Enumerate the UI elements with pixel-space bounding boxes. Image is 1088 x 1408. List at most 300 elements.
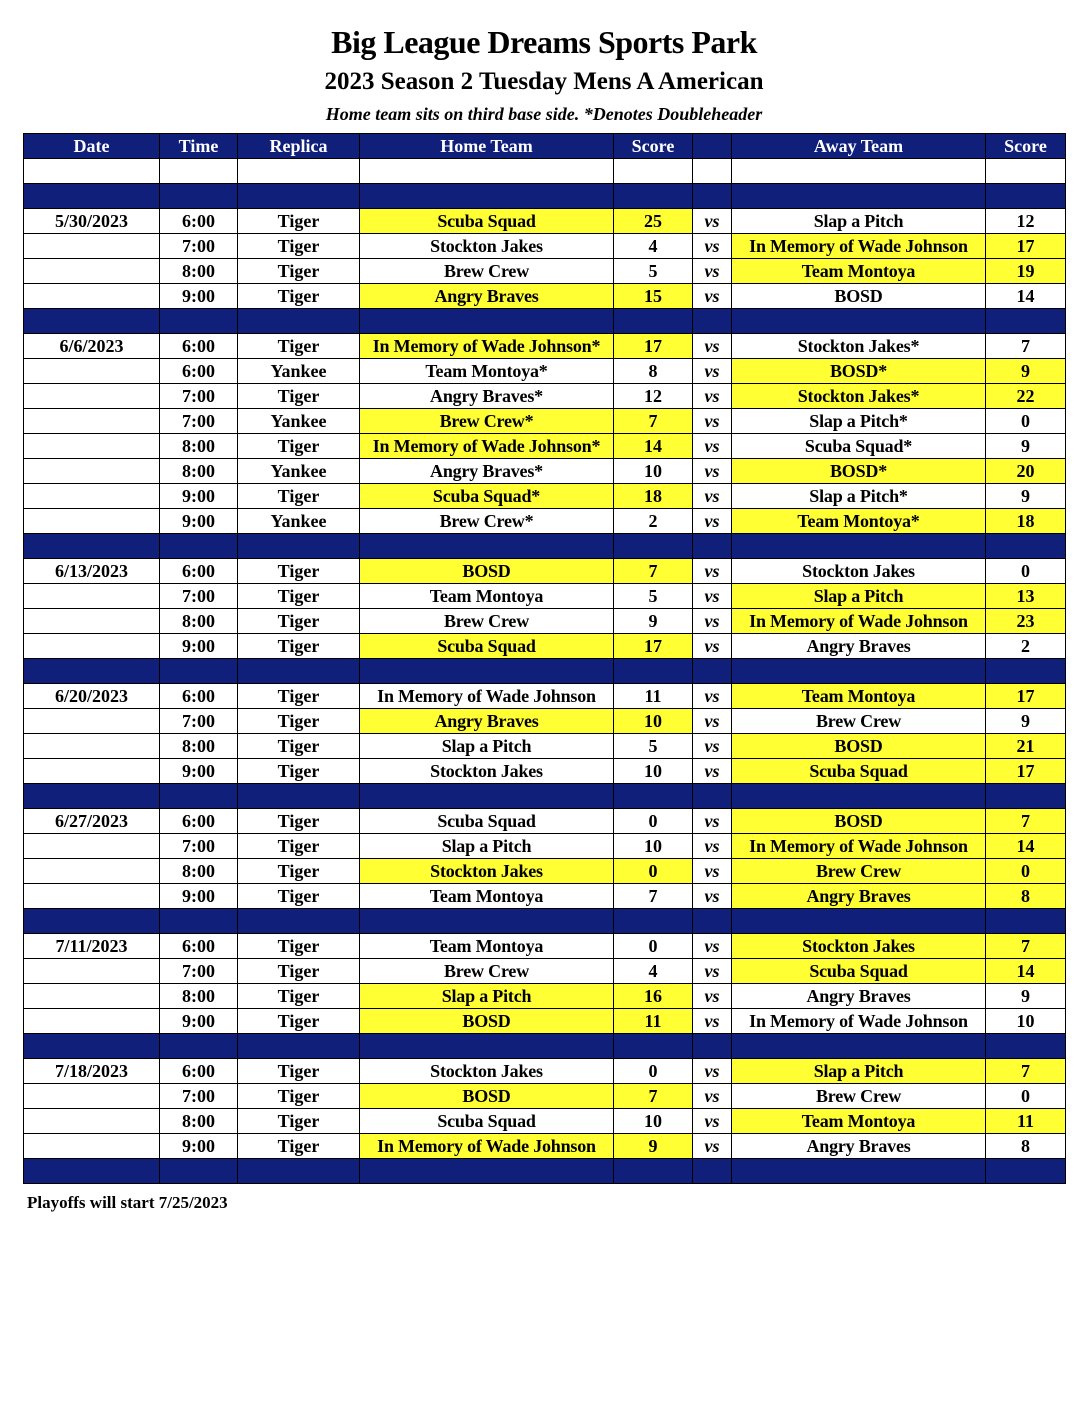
game-replica: Tiger (238, 1009, 360, 1034)
game-replica: Tiger (238, 609, 360, 634)
week-separator (24, 659, 1066, 684)
home-team: Brew Crew (360, 609, 614, 634)
game-time: 6:00 (160, 684, 238, 709)
home-team: Brew Crew* (360, 509, 614, 534)
game-date-empty (24, 259, 160, 284)
game-replica: Tiger (238, 484, 360, 509)
game-row (24, 959, 1066, 984)
game-replica: Tiger (238, 834, 360, 859)
vs-label: vs (693, 809, 732, 834)
game-row (24, 359, 1066, 384)
away-score: 9 (986, 484, 1066, 509)
game-time: 9:00 (160, 759, 238, 784)
game-replica: Tiger (238, 284, 360, 309)
home-score: 25 (614, 209, 693, 234)
away-team: In Memory of Wade Johnson (732, 1009, 986, 1034)
home-score: 7 (614, 1084, 693, 1109)
home-score: 16 (614, 984, 693, 1009)
game-date: 5/30/2023 (24, 209, 160, 234)
away-team: In Memory of Wade Johnson (732, 234, 986, 259)
game-replica: Yankee (238, 509, 360, 534)
vs-label: vs (693, 984, 732, 1009)
away-score: 7 (986, 334, 1066, 359)
game-row (24, 1134, 1066, 1159)
away-score: 19 (986, 259, 1066, 284)
away-team: Scuba Squad (732, 959, 986, 984)
away-team: Slap a Pitch (732, 209, 986, 234)
home-team: Scuba Squad* (360, 484, 614, 509)
game-date-empty (24, 709, 160, 734)
home-score: 18 (614, 484, 693, 509)
vs-label: vs (693, 584, 732, 609)
away-team: BOSD* (732, 359, 986, 384)
game-row (24, 984, 1066, 1009)
vs-label: vs (693, 634, 732, 659)
game-time: 8:00 (160, 259, 238, 284)
game-time: 9:00 (160, 484, 238, 509)
home-score: 11 (614, 1009, 693, 1034)
away-score: 8 (986, 884, 1066, 909)
game-date-empty (24, 359, 160, 384)
vs-label: vs (693, 934, 732, 959)
page-title: Big League Dreams Sports Park (331, 24, 757, 60)
game-time: 8:00 (160, 734, 238, 759)
week-separator (24, 909, 1066, 934)
vs-label: vs (693, 834, 732, 859)
home-score: 10 (614, 709, 693, 734)
game-row (24, 734, 1066, 759)
away-score: 22 (986, 384, 1066, 409)
game-replica: Tiger (238, 1059, 360, 1084)
col-replica: Replica (238, 134, 360, 159)
game-row (24, 634, 1066, 659)
vs-label: vs (693, 334, 732, 359)
week-separator (24, 184, 1066, 209)
away-score: 7 (986, 1059, 1066, 1084)
vs-label: vs (693, 959, 732, 984)
vs-label: vs (693, 1084, 732, 1109)
game-date-empty (24, 634, 160, 659)
game-row (24, 584, 1066, 609)
schedule-table (23, 133, 1066, 1184)
away-team: Scuba Squad* (732, 434, 986, 459)
away-score: 7 (986, 809, 1066, 834)
away-team: Slap a Pitch (732, 1059, 986, 1084)
home-score: 5 (614, 259, 693, 284)
home-team: Stockton Jakes (360, 1059, 614, 1084)
home-score: 4 (614, 959, 693, 984)
away-score: 7 (986, 934, 1066, 959)
away-score: 9 (986, 709, 1066, 734)
game-replica: Yankee (238, 459, 360, 484)
game-replica: Tiger (238, 259, 360, 284)
away-score: 13 (986, 584, 1066, 609)
vs-label: vs (693, 609, 732, 634)
game-replica: Tiger (238, 1134, 360, 1159)
home-team: Stockton Jakes (360, 759, 614, 784)
game-row (24, 859, 1066, 884)
home-score: 8 (614, 359, 693, 384)
game-date-empty (24, 509, 160, 534)
home-score: 12 (614, 384, 693, 409)
game-time: 8:00 (160, 984, 238, 1009)
header-row (24, 134, 1066, 159)
away-score: 12 (986, 209, 1066, 234)
home-score: 0 (614, 809, 693, 834)
game-time: 6:00 (160, 334, 238, 359)
vs-label: vs (693, 234, 732, 259)
game-replica: Tiger (238, 234, 360, 259)
blank-row (24, 159, 1066, 184)
game-date-empty (24, 434, 160, 459)
game-replica: Tiger (238, 934, 360, 959)
game-time: 9:00 (160, 1134, 238, 1159)
game-replica: Tiger (238, 1084, 360, 1109)
away-team: Slap a Pitch* (732, 409, 986, 434)
game-date: 6/27/2023 (24, 809, 160, 834)
home-score: 2 (614, 509, 693, 534)
game-date-empty (24, 1109, 160, 1134)
home-score: 9 (614, 1134, 693, 1159)
game-time: 7:00 (160, 709, 238, 734)
game-date: 6/20/2023 (24, 684, 160, 709)
away-score: 17 (986, 234, 1066, 259)
away-team: BOSD (732, 809, 986, 834)
away-team: Slap a Pitch* (732, 484, 986, 509)
col-away-score: Score (986, 134, 1066, 159)
game-replica: Tiger (238, 959, 360, 984)
away-score: 2 (986, 634, 1066, 659)
away-team: Stockton Jakes* (732, 384, 986, 409)
week-separator (24, 1034, 1066, 1059)
schedule-body (24, 159, 1066, 1184)
away-score: 0 (986, 409, 1066, 434)
home-team: BOSD (360, 559, 614, 584)
col-away-team: Away Team (732, 134, 986, 159)
col-date: Date (24, 134, 160, 159)
game-row (24, 509, 1066, 534)
away-team: Angry Braves (732, 1134, 986, 1159)
away-score: 0 (986, 1084, 1066, 1109)
game-row (24, 434, 1066, 459)
home-team: Angry Braves (360, 284, 614, 309)
home-score: 0 (614, 1059, 693, 1084)
game-replica: Tiger (238, 334, 360, 359)
game-replica: Tiger (238, 434, 360, 459)
home-team: Team Montoya (360, 884, 614, 909)
away-team: BOSD (732, 734, 986, 759)
home-team: Slap a Pitch (360, 984, 614, 1009)
game-date: 6/6/2023 (24, 334, 160, 359)
game-replica: Tiger (238, 809, 360, 834)
week-separator (24, 784, 1066, 809)
game-replica: Tiger (238, 634, 360, 659)
col-home-score: Score (614, 134, 693, 159)
game-date-empty (24, 759, 160, 784)
game-date-empty (24, 984, 160, 1009)
away-team: Team Montoya (732, 259, 986, 284)
away-team: Stockton Jakes (732, 934, 986, 959)
game-time: 8:00 (160, 434, 238, 459)
vs-label: vs (693, 684, 732, 709)
game-date-empty (24, 1084, 160, 1109)
game-time: 6:00 (160, 809, 238, 834)
away-team: Brew Crew (732, 859, 986, 884)
game-replica: Tiger (238, 1109, 360, 1134)
col-vs (693, 134, 732, 159)
game-time: 9:00 (160, 634, 238, 659)
away-score: 9 (986, 359, 1066, 384)
away-score: 14 (986, 959, 1066, 984)
game-row (24, 384, 1066, 409)
vs-label: vs (693, 284, 732, 309)
away-score: 10 (986, 1009, 1066, 1034)
away-team: Angry Braves (732, 634, 986, 659)
game-time: 7:00 (160, 409, 238, 434)
away-team: Team Montoya (732, 1109, 986, 1134)
game-row (24, 709, 1066, 734)
away-team: Team Montoya (732, 684, 986, 709)
home-team: Stockton Jakes (360, 859, 614, 884)
game-date-empty (24, 1134, 160, 1159)
home-team: BOSD (360, 1084, 614, 1109)
home-score: 0 (614, 859, 693, 884)
game-row (24, 409, 1066, 434)
vs-label: vs (693, 709, 732, 734)
vs-label: vs (693, 884, 732, 909)
home-score: 17 (614, 634, 693, 659)
game-date: 6/13/2023 (24, 559, 160, 584)
game-date-empty (24, 484, 160, 509)
game-row (24, 684, 1066, 709)
home-score: 14 (614, 434, 693, 459)
game-row (24, 484, 1066, 509)
game-date-empty (24, 284, 160, 309)
game-replica: Tiger (238, 984, 360, 1009)
game-row (24, 334, 1066, 359)
game-row (24, 809, 1066, 834)
game-time: 6:00 (160, 1059, 238, 1084)
game-date: 7/18/2023 (24, 1059, 160, 1084)
away-score: 21 (986, 734, 1066, 759)
game-time: 7:00 (160, 1084, 238, 1109)
game-date-empty (24, 584, 160, 609)
vs-label: vs (693, 759, 732, 784)
away-score: 8 (986, 1134, 1066, 1159)
game-time: 7:00 (160, 234, 238, 259)
away-team: Slap a Pitch (732, 584, 986, 609)
home-team: Slap a Pitch (360, 834, 614, 859)
vs-label: vs (693, 459, 732, 484)
game-row (24, 234, 1066, 259)
game-time: 9:00 (160, 884, 238, 909)
home-score: 0 (614, 934, 693, 959)
away-team: Brew Crew (732, 709, 986, 734)
game-replica: Tiger (238, 709, 360, 734)
home-team: Slap a Pitch (360, 734, 614, 759)
home-team: Brew Crew (360, 259, 614, 284)
playoffs-note: Playoffs will start 7/25/2023 (27, 1193, 228, 1212)
game-date-empty (24, 1009, 160, 1034)
week-separator (24, 534, 1066, 559)
home-team: Scuba Squad (360, 809, 614, 834)
col-home-team: Home Team (360, 134, 614, 159)
home-score: 10 (614, 759, 693, 784)
game-date: 7/11/2023 (24, 934, 160, 959)
game-date-empty (24, 459, 160, 484)
game-replica: Tiger (238, 684, 360, 709)
game-date-empty (24, 609, 160, 634)
home-team: Team Montoya (360, 934, 614, 959)
game-replica: Tiger (238, 759, 360, 784)
home-team: Scuba Squad (360, 1109, 614, 1134)
home-team: In Memory of Wade Johnson (360, 1134, 614, 1159)
game-replica: Yankee (238, 409, 360, 434)
home-team: In Memory of Wade Johnson (360, 684, 614, 709)
away-score: 20 (986, 459, 1066, 484)
home-team: BOSD (360, 1009, 614, 1034)
week-separator (24, 309, 1066, 334)
vs-label: vs (693, 509, 732, 534)
game-time: 7:00 (160, 584, 238, 609)
away-team: In Memory of Wade Johnson (732, 834, 986, 859)
home-team: Angry Braves* (360, 384, 614, 409)
game-row (24, 934, 1066, 959)
home-score: 7 (614, 409, 693, 434)
away-team: BOSD* (732, 459, 986, 484)
game-time: 8:00 (160, 609, 238, 634)
game-replica: Tiger (238, 559, 360, 584)
vs-label: vs (693, 384, 732, 409)
game-row (24, 834, 1066, 859)
game-row (24, 884, 1066, 909)
home-team: In Memory of Wade Johnson* (360, 434, 614, 459)
away-team: Stockton Jakes* (732, 334, 986, 359)
home-team: Angry Braves (360, 709, 614, 734)
vs-label: vs (693, 1059, 732, 1084)
schedule-note: Home team sits on third base side. *Denotes Doubleheader (325, 104, 763, 124)
game-date-empty (24, 884, 160, 909)
vs-label: vs (693, 409, 732, 434)
home-score: 15 (614, 284, 693, 309)
game-row (24, 259, 1066, 284)
vs-label: vs (693, 859, 732, 884)
vs-label: vs (693, 559, 732, 584)
game-row (24, 1084, 1066, 1109)
away-team: Brew Crew (732, 1084, 986, 1109)
home-team: Angry Braves* (360, 459, 614, 484)
vs-label: vs (693, 359, 732, 384)
game-date-empty (24, 384, 160, 409)
away-score: 17 (986, 684, 1066, 709)
vs-label: vs (693, 209, 732, 234)
game-row (24, 609, 1066, 634)
away-score: 14 (986, 284, 1066, 309)
home-team: In Memory of Wade Johnson* (360, 334, 614, 359)
game-row (24, 759, 1066, 784)
game-time: 7:00 (160, 384, 238, 409)
vs-label: vs (693, 1009, 732, 1034)
home-score: 7 (614, 559, 693, 584)
away-team: Angry Braves (732, 984, 986, 1009)
game-time: 6:00 (160, 359, 238, 384)
vs-label: vs (693, 259, 732, 284)
home-team: Scuba Squad (360, 209, 614, 234)
game-time: 6:00 (160, 209, 238, 234)
game-date-empty (24, 859, 160, 884)
game-row (24, 1059, 1066, 1084)
home-team: Stockton Jakes (360, 234, 614, 259)
away-team: Stockton Jakes (732, 559, 986, 584)
home-team: Brew Crew (360, 959, 614, 984)
away-score: 14 (986, 834, 1066, 859)
game-row (24, 559, 1066, 584)
game-row (24, 284, 1066, 309)
away-score: 23 (986, 609, 1066, 634)
away-team: Scuba Squad (732, 759, 986, 784)
home-score: 7 (614, 884, 693, 909)
game-time: 7:00 (160, 959, 238, 984)
vs-label: vs (693, 1134, 732, 1159)
home-score: 17 (614, 334, 693, 359)
game-date-empty (24, 959, 160, 984)
game-time: 6:00 (160, 934, 238, 959)
game-row (24, 209, 1066, 234)
home-score: 5 (614, 734, 693, 759)
col-time: Time (160, 134, 238, 159)
season-subtitle: 2023 Season 2 Tuesday Mens A American (324, 68, 764, 95)
home-team: Team Montoya (360, 584, 614, 609)
game-replica: Tiger (238, 734, 360, 759)
game-replica: Tiger (238, 884, 360, 909)
home-score: 10 (614, 834, 693, 859)
away-team: In Memory of Wade Johnson (732, 609, 986, 634)
game-time: 6:00 (160, 559, 238, 584)
vs-label: vs (693, 1109, 732, 1134)
vs-label: vs (693, 484, 732, 509)
game-time: 9:00 (160, 284, 238, 309)
game-time: 9:00 (160, 1009, 238, 1034)
game-time: 8:00 (160, 1109, 238, 1134)
game-replica: Tiger (238, 584, 360, 609)
home-team: Team Montoya* (360, 359, 614, 384)
week-separator (24, 1159, 1066, 1184)
game-row (24, 459, 1066, 484)
game-time: 8:00 (160, 859, 238, 884)
away-score: 18 (986, 509, 1066, 534)
game-replica: Tiger (238, 859, 360, 884)
home-team: Brew Crew* (360, 409, 614, 434)
game-date-empty (24, 734, 160, 759)
away-score: 0 (986, 559, 1066, 584)
away-score: 11 (986, 1109, 1066, 1134)
game-replica: Yankee (238, 359, 360, 384)
away-team: BOSD (732, 284, 986, 309)
home-score: 9 (614, 609, 693, 634)
game-replica: Tiger (238, 384, 360, 409)
away-team: Angry Braves (732, 884, 986, 909)
home-score: 11 (614, 684, 693, 709)
vs-label: vs (693, 734, 732, 759)
away-score: 9 (986, 434, 1066, 459)
vs-label: vs (693, 434, 732, 459)
game-replica: Tiger (238, 209, 360, 234)
away-score: 9 (986, 984, 1066, 1009)
game-row (24, 1009, 1066, 1034)
away-score: 0 (986, 859, 1066, 884)
game-time: 7:00 (160, 834, 238, 859)
game-time: 9:00 (160, 509, 238, 534)
